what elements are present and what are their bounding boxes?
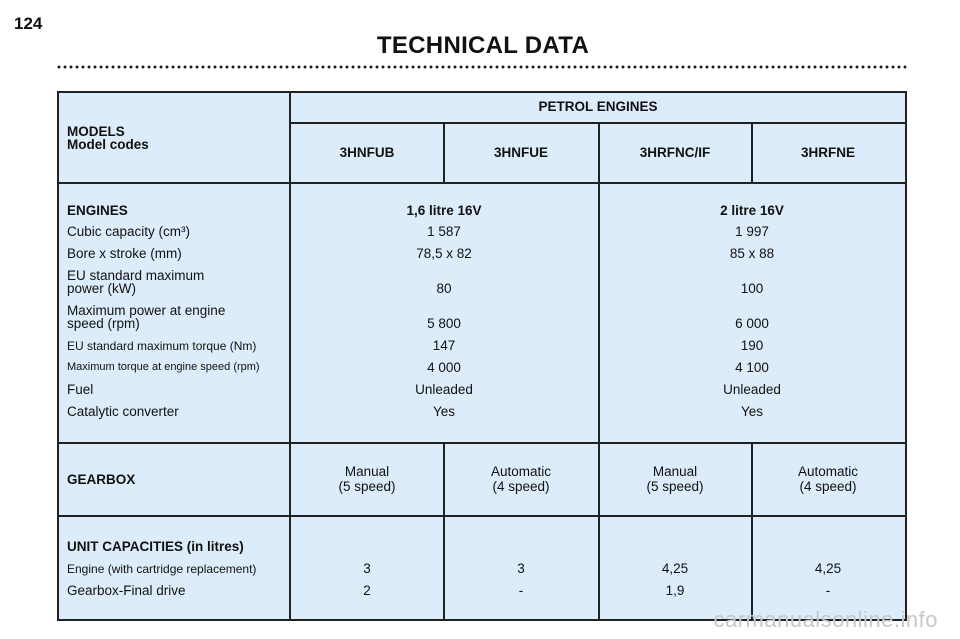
col-divider-1-header: [443, 122, 445, 182]
bore-stroke-2: 85 x 88: [729, 246, 775, 261]
row-divider-gearbox: [59, 515, 907, 517]
engine-group-2-title: 2 litre 16V: [720, 203, 784, 218]
max-power-1: 80: [436, 281, 452, 296]
power-speed-2: 6 000: [735, 316, 769, 331]
page-number: 124: [14, 14, 43, 33]
watermark: carmanualsonline.info: [713, 607, 938, 632]
max-power-2: 100: [740, 281, 764, 296]
gearbox-col-2-speed: (4 speed): [492, 479, 550, 494]
model-code-2: 3HNFUE: [493, 145, 549, 160]
torque-speed-2: 4 100: [735, 360, 769, 375]
max-torque-1: 147: [432, 338, 456, 353]
bore-stroke-1: 78,5 x 82: [416, 246, 472, 261]
max-torque-2: 190: [740, 338, 764, 353]
engine-capacity-1: 3: [363, 561, 371, 576]
max-power-label-line2: power (kW): [67, 281, 137, 296]
dotted-divider: [56, 64, 908, 70]
model-code-4: 3HRFNE: [800, 145, 856, 160]
catalytic-1: Yes: [432, 404, 456, 419]
fuel-2: Unleaded: [723, 382, 781, 397]
torque-speed-label: Maximum torque at engine speed (rpm): [67, 361, 260, 373]
gearbox-col-3: [646, 464, 703, 494]
col-divider-label: [289, 93, 291, 621]
gearbox-capacity-1: 2: [363, 583, 371, 598]
models-label: MODELS: [67, 124, 125, 139]
cubic-capacity-label: Cubic capacity (cm³): [67, 224, 191, 239]
gearbox-capacity-2: -: [518, 583, 524, 598]
gearbox-col-1-speed: (5 speed): [338, 479, 396, 494]
max-torque-label: EU standard maximum torque (Nm): [67, 339, 257, 353]
gearbox-capacity-4: -: [825, 583, 831, 598]
engine-capacity-label: Engine (with cartridge replacement): [67, 562, 257, 576]
fuel-1: Unleaded: [415, 382, 473, 397]
gearbox-col-4-speed: (4 speed): [799, 479, 857, 494]
page-title: TECHNICAL DATA: [376, 32, 590, 59]
gearbox-label: GEARBOX: [67, 472, 136, 487]
col-divider-3-lower: [751, 442, 753, 621]
col-divider-2: [598, 122, 600, 621]
row-divider-engines: [59, 442, 907, 444]
model-codes-label: Model codes: [67, 137, 149, 152]
gearbox-col-3-type: Manual: [652, 464, 698, 479]
gearbox-col-4-type: Automatic: [797, 464, 859, 479]
fuel-label: Fuel: [67, 382, 94, 397]
gearbox-col-1: [338, 464, 395, 494]
gearbox-col-1-type: Manual: [344, 464, 390, 479]
bore-stroke-label: Bore x stroke (mm): [67, 246, 182, 261]
gearbox-col-3-speed: (5 speed): [646, 479, 704, 494]
catalytic-label: Catalytic converter: [67, 404, 179, 419]
model-code-1: 3HNFUB: [339, 145, 395, 160]
gearbox-col-2: [491, 464, 551, 494]
engine-capacity-2: 3: [517, 561, 525, 576]
gearbox-capacity-label: Gearbox-Final drive: [67, 583, 186, 598]
power-speed-label-line2: speed (rpm): [67, 316, 140, 331]
col-divider-1-lower: [443, 442, 445, 621]
technical-data-table: [57, 91, 907, 621]
catalytic-2: Yes: [740, 404, 764, 419]
gearbox-col-2-type: Automatic: [490, 464, 552, 479]
engine-capacity-4: 4,25: [814, 561, 842, 576]
cubic-capacity-2: 1 997: [735, 224, 769, 239]
capacities-label: UNIT CAPACITIES (in litres): [67, 539, 244, 554]
max-power-label-line1: EU standard maximum: [67, 268, 205, 283]
model-code-3: 3HRFNC/IF: [639, 145, 711, 160]
engine-capacity-3: 4,25: [661, 561, 689, 576]
engines-label: ENGINES: [67, 203, 128, 218]
torque-speed-1: 4 000: [427, 360, 461, 375]
engine-group-1-title: 1,6 litre 16V: [406, 203, 482, 218]
petrol-engines-label: PETROL ENGINES: [538, 99, 658, 114]
col-divider-3-header: [751, 122, 753, 182]
row-divider-header: [59, 182, 907, 184]
gearbox-capacity-3: 1,9: [665, 583, 685, 598]
power-speed-1: 5 800: [427, 316, 461, 331]
cubic-capacity-1: 1 587: [427, 224, 461, 239]
power-speed-label-line1: Maximum power at engine: [67, 303, 226, 318]
gearbox-col-4: [798, 464, 858, 494]
